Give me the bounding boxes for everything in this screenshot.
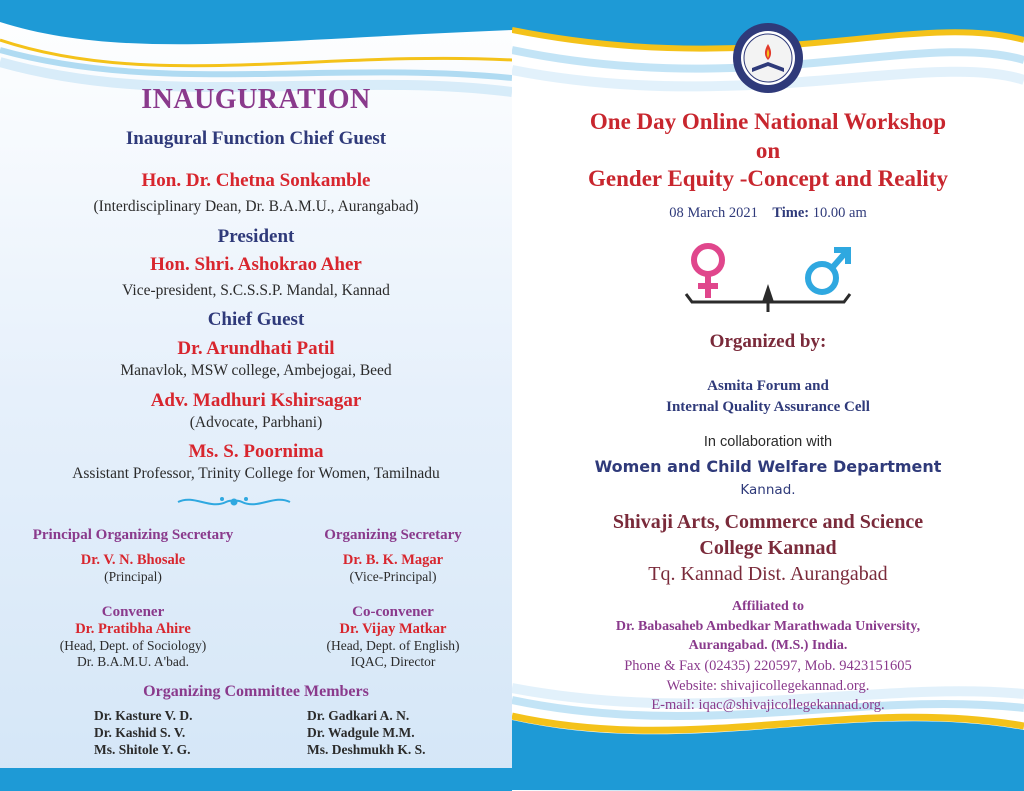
forum-line2: Internal Quality Assurance Cell (666, 399, 870, 415)
convener-heading: Convener (101, 604, 165, 620)
inaugural-guest-heading: Inaugural Function Chief Guest (125, 128, 387, 149)
university-line2: Aurangabad. (M.S.) India. (688, 638, 848, 653)
committee-member: Ms. Shitole Y. G. (94, 742, 191, 757)
committee-member: Dr. Kasture V. D. (94, 708, 193, 723)
gender-balance-icon (682, 240, 854, 314)
co-convener-heading: Co-convener (352, 604, 434, 620)
flourish-divider (174, 494, 294, 510)
collab-department: Women and Child Welfare Department (594, 457, 942, 476)
college-name-line2: College Kannad (699, 537, 837, 559)
affiliated-to: Affiliated to (732, 599, 804, 614)
committee-member: Ms. Deshmukh K. S. (307, 742, 426, 757)
committee-heading: Organizing Committee Members (143, 683, 369, 700)
co-convener-name: Dr. Vijay Matkar (339, 621, 447, 637)
convener-desc-2: Dr. B.A.M.U. A'bad. (77, 654, 189, 669)
president-heading: President (217, 226, 295, 247)
workshop-title-line2: on (755, 138, 781, 163)
principal-secretary-heading: Principal Organizing Secretary (32, 527, 234, 543)
guest-name-3: Ms. S. Poornima (188, 441, 324, 462)
workshop-title-line3: Gender Equity -Concept and Reality (588, 166, 948, 191)
chief-guest-heading: Chief Guest (207, 309, 305, 330)
committee-member: Dr. Gadkari A. N. (307, 708, 410, 723)
workshop-title-line1: One Day Online National Workshop (589, 109, 947, 134)
organizing-secretary-name: Dr. B. K. Magar (342, 552, 444, 568)
co-convener-desc-2: IQAC, Director (350, 654, 436, 669)
organizing-secretary-desc: (Vice-Principal) (349, 569, 437, 584)
guest-name-2: Adv. Madhuri Kshirsagar (150, 390, 362, 411)
committee-member: Dr. Wadgule M.M. (307, 725, 415, 740)
principal-secretary-block (0, 527, 266, 585)
collab-intro: In collaboration with (703, 434, 833, 450)
guest-desc-3: Assistant Professor, Trinity College for Women, Tamilnadu (72, 465, 440, 482)
college-location: Tq. Kannad Dist. Aurangabad (648, 563, 888, 585)
university-line1: Dr. Babasaheb Ambedkar Marathwada University, (615, 619, 921, 634)
organized-by-heading: Organized by: (709, 331, 827, 352)
guest-desc-2: (Advocate, Parbhani) (189, 414, 323, 431)
chief-guest-desc: (Interdisciplinary Dean, Dr. B.A.M.U., Aurangabad) (93, 198, 419, 215)
college-name-line1: Shivaji Arts, Commerce and Science (612, 511, 924, 533)
collab-place: Kannad. (740, 482, 796, 498)
organizing-secretary-block (262, 527, 512, 585)
principal-secretary-name: Dr. V. N. Bhosale (80, 552, 186, 568)
email: E-mail: iqac@shivajicollegekannad.org. (651, 697, 885, 713)
website: Website: shivajicollegekannad.org. (666, 678, 870, 694)
time-label: Time: (772, 205, 810, 221)
president-name: Hon. Shri. Ashokrao Aher (150, 254, 362, 275)
committee-member: Dr. Kashid S. V. (94, 725, 186, 740)
inauguration-title: INAUGURATION (141, 84, 371, 115)
co-convener-desc-1: (Head, Dept. of English) (326, 638, 460, 653)
workshop-date: 08 March 2021 (669, 205, 758, 221)
workshop-datetime (512, 205, 1024, 222)
president-desc: Vice-president, S.C.S.S.P. Mandal, Kannad (122, 282, 390, 299)
college-emblem-icon (732, 22, 804, 94)
organizing-secretary-heading: Organizing Secretary (324, 527, 462, 543)
convener-name: Dr. Pratibha Ahire (75, 621, 191, 637)
chief-guest-name: Hon. Dr. Chetna Sonkamble (141, 170, 371, 191)
convener-desc-1: (Head, Dept. of Sociology) (59, 638, 207, 653)
principal-secretary-desc: (Principal) (104, 569, 162, 584)
guest-desc-1: Manavlok, MSW college, Ambejogai, Beed (120, 362, 392, 379)
co-convener-block (262, 604, 512, 670)
convener-block (0, 604, 266, 670)
workshop-time: 10.00 am (812, 205, 867, 221)
forum-line1: Asmita Forum and (707, 378, 829, 394)
guest-name-1: Dr. Arundhati Patil (177, 338, 335, 359)
phone-fax: Phone & Fax (02435) 220597, Mob. 9423151605 (624, 658, 912, 674)
workshop-panel (512, 0, 1024, 791)
